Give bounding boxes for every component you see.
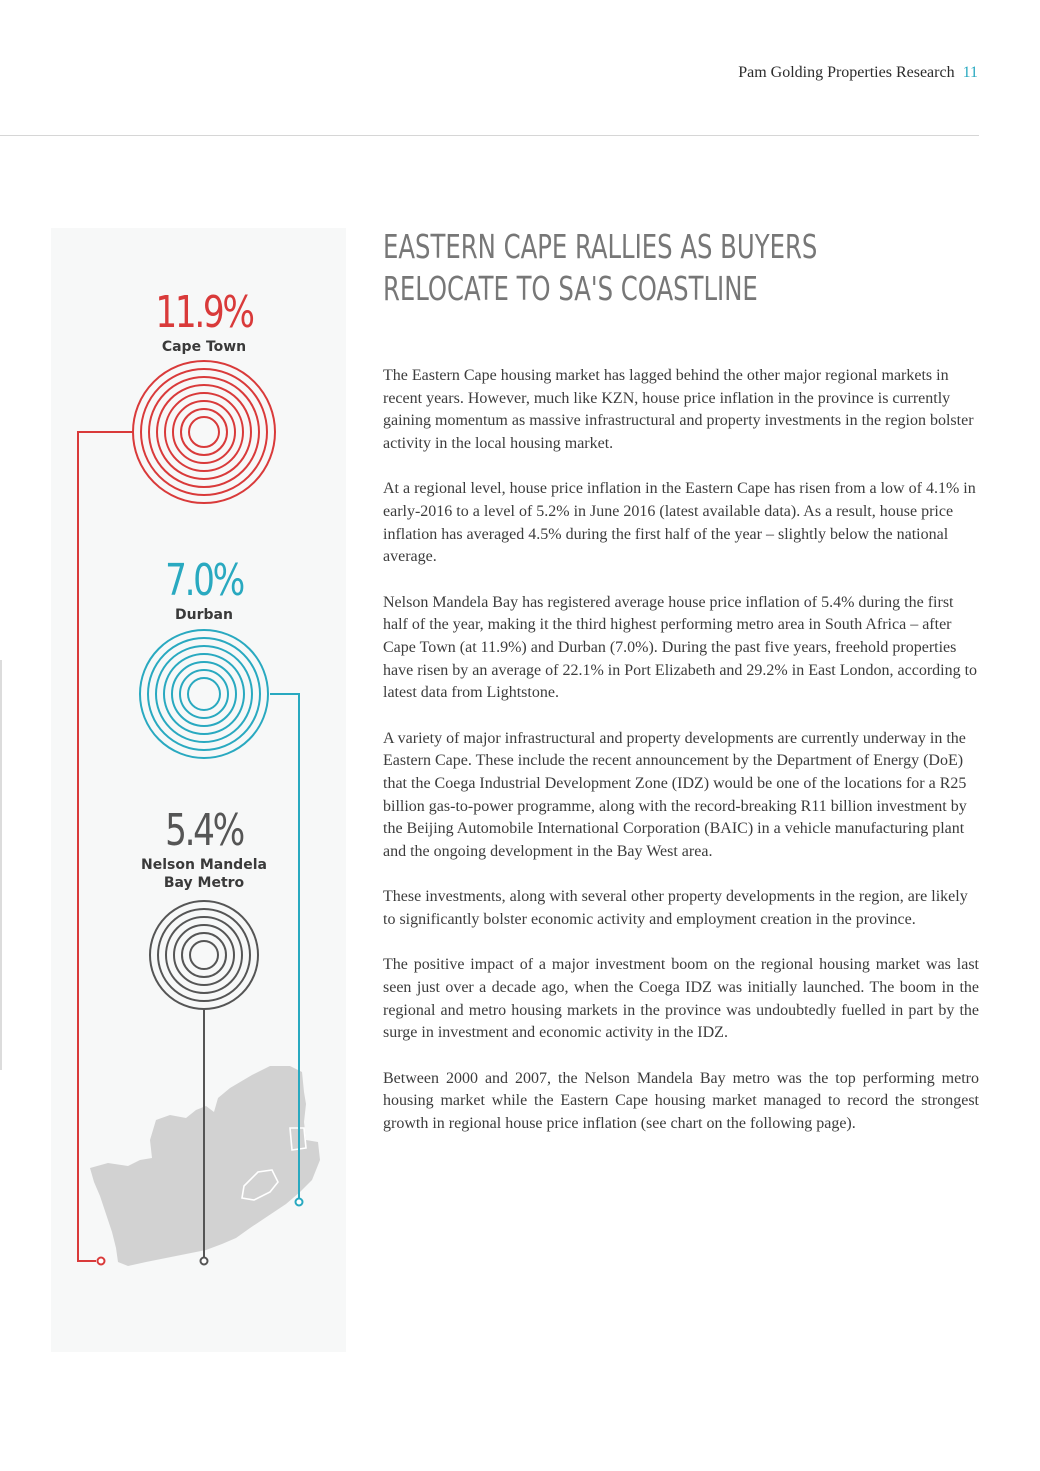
stat-city-line1: Nelson Mandela — [141, 857, 267, 873]
nmb-map-pin — [201, 1258, 208, 1265]
paragraph: The Eastern Cape housing market has lagged behind the other major regional markets in recent years. However, much like KZN, house price inflation in the province is currently gaining momentum as massive infrastructural and property investments in the region bolster activity in the local housing market. — [383, 367, 974, 453]
stat-value: 7.0% — [165, 555, 243, 606]
stat-city: Durban — [175, 607, 233, 623]
paragraph: At a regional level, house price inflation in the Eastern Cape has risen from a low of 4.1% in early-2016 to a level of 5.2% in June 2016 (latest available data). As a result, house price inflation has averaged 4.5% during the first half of the year – slightly below the national average. — [383, 480, 976, 566]
paragraph: Nelson Mandela Bay has registered average house price inflation of 5.4% during the first half of the year, making it the third highest performing metro area in South Africa – after Cape Town (at 11.9%) and Durban (7.0%). During the past five years, freehold properties have risen by an average of 22.1% in Port Elizabeth and 29.2% in East London, according to latest data from Lightstone. — [383, 593, 978, 702]
article-body — [383, 365, 979, 1158]
stat-value: 11.9% — [155, 287, 253, 338]
stat-city-line2: Bay Metro — [163, 875, 245, 891]
article-title — [383, 226, 817, 310]
paragraph: These investments, along with several other property developments in the region, are likely to significantly bolster economic activity and employment creation in the province. — [383, 888, 968, 929]
durban-rings — [140, 630, 268, 758]
stat-value: 5.4% — [165, 805, 243, 856]
paragraph: A variety of major infrastructural and property developments are currently underway in the Eastern Cape. These include the recent announcement by the Department of Energy (DoE) that the Coega Industrial Development Zone (IDZ) would be one of the locations for a R25 billion gas-to-power programme, along with the record-breaking R11 billion investment by the Beijing Automobile International Corporation (BAIC) in a vehicle manufacturing plant and the ongoing development in the Bay West area. — [383, 729, 967, 861]
stat-durban — [104, 556, 304, 624]
stat-cape-town — [104, 288, 304, 356]
stat-nelson-mandela-bay — [104, 806, 304, 892]
durban-map-pin — [296, 1199, 303, 1206]
cape-town-rings — [133, 361, 275, 503]
article-title-line1: EASTERN CAPE RALLIES AS BUYERS — [383, 227, 818, 266]
paragraph: Between 2000 and 2007, the Nelson Mandela Bay metro was the top performing metro housing market while the Eastern Cape housing market managed to record the strongest growth in regional house price inflation (see chart on the following page). — [383, 1069, 979, 1132]
cape-town-map-pin — [98, 1258, 105, 1265]
header-source: Pam Golding Properties Research — [738, 64, 955, 81]
stat-city: Cape Town — [161, 339, 247, 355]
page-number: 11 — [962, 64, 978, 81]
article-title-line2: RELOCATE TO SA'S COASTLINE — [383, 269, 758, 308]
paragraph: The positive impact of a major investment boom on the regional housing market was last seen just over a decade ago, when the Coega IDZ was initially launched. The boom in the regional and metro housing markets in the province was undoubtedly fuelled in part by the surge in investment and economic activity in the IDZ. — [383, 956, 979, 1042]
nmb-rings — [150, 901, 258, 1009]
